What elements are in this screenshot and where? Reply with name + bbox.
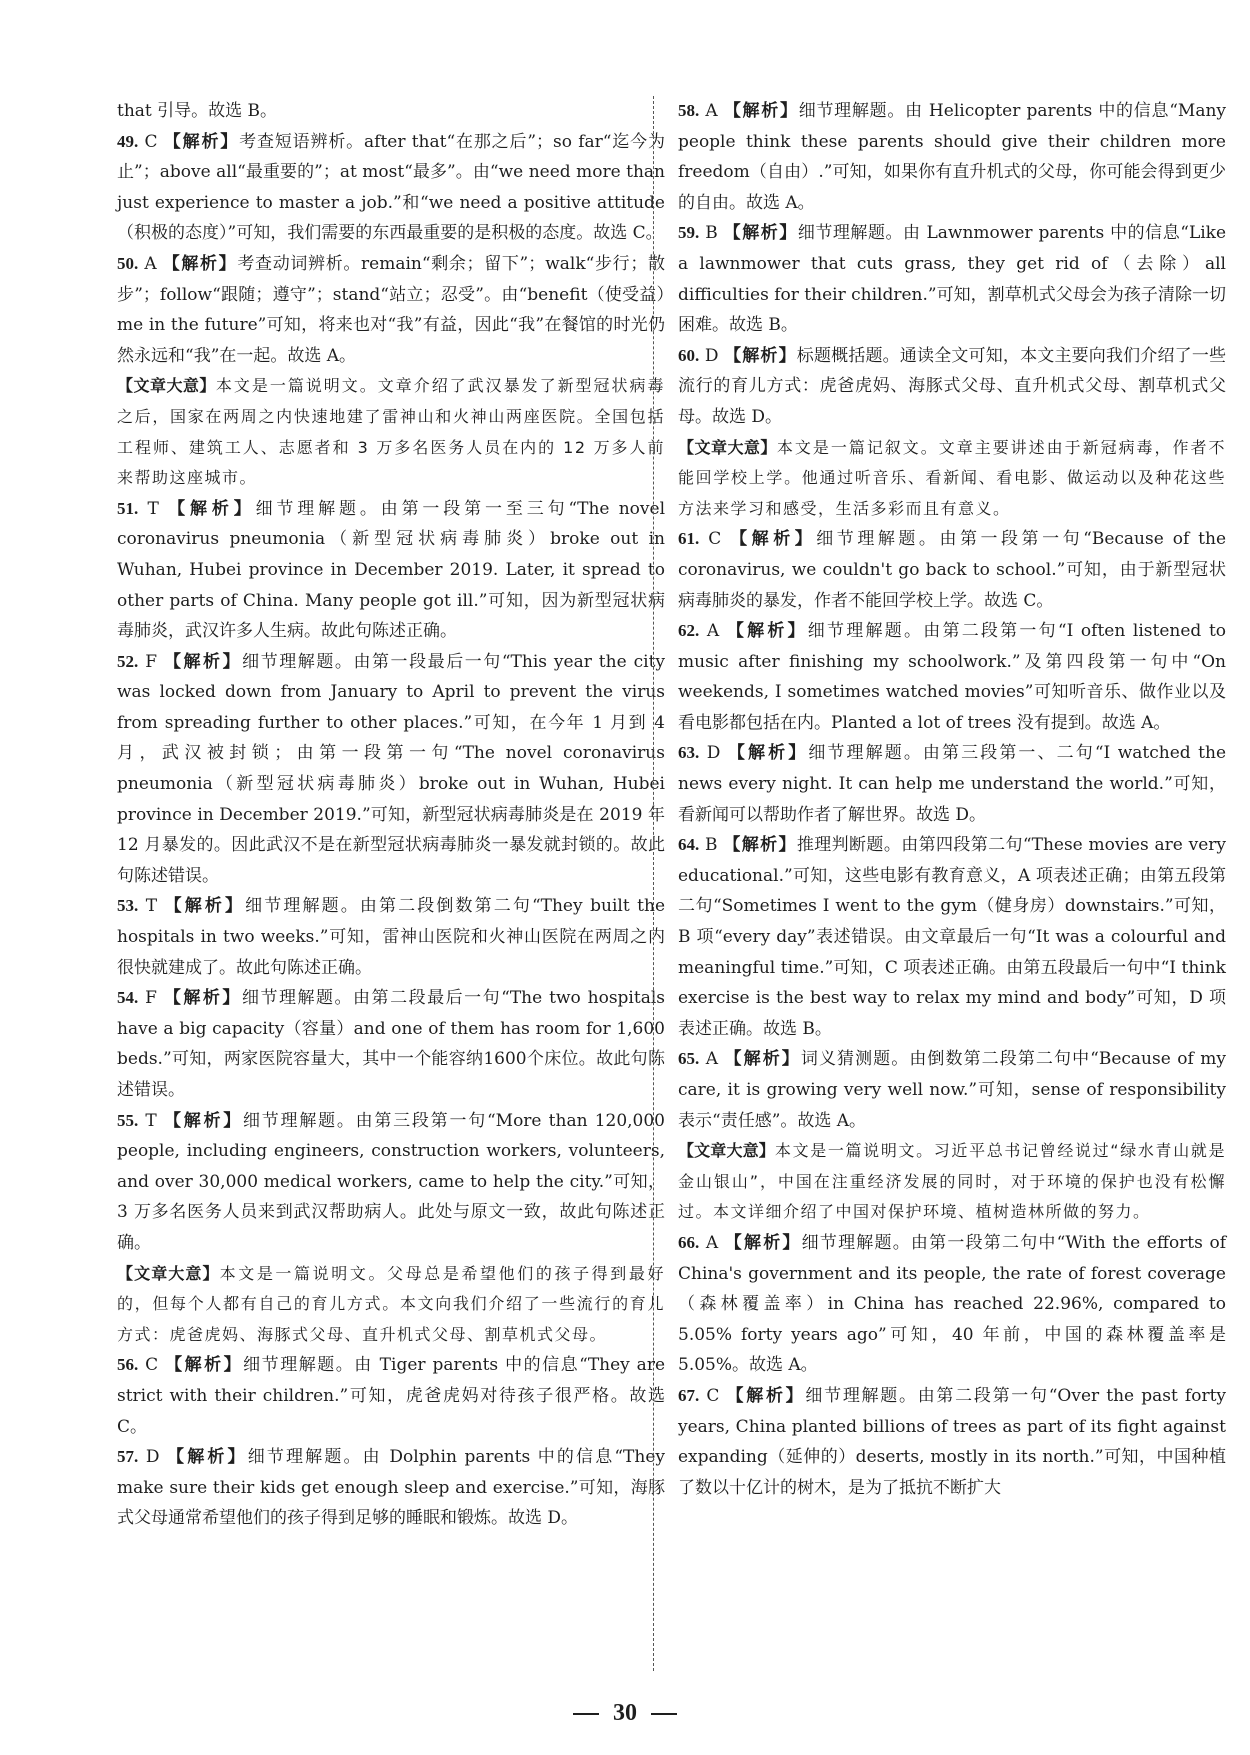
analysis-tag: 【解析】 (167, 1447, 248, 1468)
question-number: 56. (117, 1355, 139, 1375)
analysis-tag: 【解析】 (163, 988, 242, 1009)
analysis-tag: 【解析】 (724, 345, 797, 366)
answer-entry (678, 218, 1226, 340)
analysis-text: 词义猜测题。由倒数第二段第二句中“Because of my care, it is growing very well now.”可知，sense of responsibility 表示“责任感”。故选 A。 (678, 1049, 1227, 1131)
question-number: 65. (678, 1049, 700, 1069)
analysis-tag: 【解析】 (162, 253, 238, 274)
answer-letter: B (705, 835, 718, 856)
analysis-text: 细节理解题。由第二段第一句“Over the past forty years, China planted billions of trees as part of its fight against expanding（延伸的）deserts, mostly in its north.”可知，中国种植了数以十亿计的树木，是为了抵抗不断扩大 (678, 1385, 1227, 1498)
question-number: 62. (678, 621, 700, 641)
analysis-tag: 【解析】 (724, 1049, 801, 1070)
answer-entry (117, 1442, 665, 1534)
analysis-text: 细节理解题。由 Lawnmower parents 中的信息“Like a lawnmower that cuts grass, they get rid of（去除）all difficulties for their children.”可知，割草机式父母会为孩子清除一切困难。故选 B。 (678, 223, 1227, 336)
answer-entry (678, 96, 1226, 218)
summary-tag: 【文章大意】 (117, 376, 216, 396)
analysis-text: 考查短语辨析。after that“在那之后”；so far“迄今为止”；above all“最重要的”；at most“最多”。由“we need more than just experience to master a job.”和“we need a positive attitude（积极的态度）”可知，我们需要的东西最重要的是积极的态度。故选 C。 (117, 131, 666, 244)
analysis-text: 细节理解题。由第二段第一句“I often listened to music after finishing my schoolwork.”及第四段第一句中“On weekends, I sometimes watched movies”可知听音乐、做作业以及看电影都包括在内。Planted a lot of trees 没有提到。故选 A。 (678, 621, 1227, 733)
analysis-text: 细节理解题。由第二段倒数第二句“They built the hospitals in two weeks.”可知，雷神山医院和火神山医院在两周之内很快就建成了。故此句陈述正确。 (117, 896, 666, 978)
analysis-tag: 【解析】 (730, 529, 817, 550)
page-number-text: 30 (613, 1700, 637, 1726)
question-number: 49. (117, 131, 139, 151)
continued-text: that 引导。故选 B。 (117, 101, 278, 121)
analysis-tag: 【解析】 (163, 651, 243, 672)
answer-letter: A (706, 621, 720, 642)
answer-entry (117, 891, 665, 983)
answer-letter: A (705, 1049, 719, 1070)
analysis-tag: 【解析】 (723, 101, 799, 121)
analysis-tag: 【解析】 (164, 896, 246, 917)
answer-entry (678, 738, 1226, 830)
answer-letter: C (708, 529, 722, 550)
answer-letter: D (704, 345, 719, 366)
summary-tag: 【文章大意】 (678, 1141, 775, 1161)
question-number: 64. (678, 835, 700, 855)
right-column (678, 96, 1226, 1503)
question-number: 67. (678, 1385, 700, 1405)
answer-letter: T (145, 896, 158, 917)
question-number: 60. (678, 345, 700, 365)
answer-letter: A (705, 1232, 719, 1253)
analysis-tag: 【解析】 (165, 1355, 244, 1376)
article-summary (678, 1136, 1226, 1228)
answer-letter: C (145, 1355, 159, 1376)
left-column (117, 96, 665, 1534)
analysis-text: 考查动词辨析。remain“剩余；留下”；walk“步行；散步”；follow“跟随；遵守”；stand“站立；忍受”。由“benefit（使受益）me in the future”可知，将来也对“我”有益，因此“我”在餐馆的时光仍然永远和“我”在一起。故选 A。 (117, 253, 666, 366)
analysis-tag: 【解析】 (726, 621, 808, 642)
question-number: 54. (117, 988, 139, 1008)
question-number: 59. (678, 223, 700, 243)
article-summary (117, 1259, 665, 1351)
summary-tag: 【文章大意】 (117, 1263, 220, 1283)
analysis-tag: 【解析】 (168, 498, 256, 519)
answer-entry (117, 1350, 665, 1442)
question-number: 63. (678, 743, 700, 763)
analysis-text: 细节理解题。由第三段第一句“More than 120,000 people, including engineers, construction workers, volunteers, and over 30,000 medical workers, came to help the city.”可知，3 万多名医务人员来到武汉帮助病人。此处与原文一致，故此句陈述正确。 (117, 1110, 666, 1253)
question-number: 52. (117, 651, 139, 671)
answer-entry (678, 1228, 1226, 1381)
page-number-dash-right (651, 1713, 677, 1715)
analysis-text: 细节理解题。由 Helicopter parents 中的信息“Many people think these parents should give their children more freedom（自由）.”可知，如果你有直升机式的父母，你可能会得到更少的自由。故选 A。 (678, 101, 1227, 213)
answer-entry (117, 127, 665, 249)
page-number (0, 1700, 1250, 1727)
analysis-tag: 【解析】 (726, 1385, 806, 1406)
analysis-tag: 【解析】 (724, 1232, 802, 1253)
analysis-text: 细节理解题。由第三段第一、二句“I watched the news every night. It can help me understand the world.”可知，看新闻可以帮助作者了解世界。故选 D。 (678, 743, 1227, 825)
answer-letter: T (147, 498, 159, 519)
question-number: 51. (117, 498, 139, 518)
answer-entry (117, 249, 665, 371)
analysis-text: 推理判断题。由第四段第二句“These movies are very educational.”可知，这些电影有教育意义，A 项表述正确；由第五段第二句“Sometimes I went to the gym（健身房）downstairs.”可知，B 项“every day”表述错误。由文章最后一句“It was a colourful and meaningful time.”可知，C 项表述正确。由第五段最后一句中“I think exercise is the best way to relax my mind and body”可知，D 项表述正确。故选 B。 (678, 835, 1227, 1039)
answer-letter: C (144, 131, 158, 152)
analysis-text: 细节理解题。由第二段最后一句“The two hospitals have a big capacity（容量）and one of them has room for 1,600 beds.”可知，两家医院容量大，其中一个能容纳1600个床位。故此句陈述错误。 (117, 988, 665, 1100)
column-divider (653, 96, 654, 1671)
summary-text: 本文是一篇说明文。父母总是希望他们的孩子得到最好的，但每个人都有自己的育儿方式。本文向我们介绍了一些流行的育儿方式：虎爸虎妈、海豚式父母、直升机式父母、割草机式父母。 (117, 1263, 665, 1344)
answer-entry (117, 1106, 665, 1259)
analysis-tag: 【解析】 (723, 223, 798, 244)
analysis-text: 细节理解题。由 Dolphin parents 中的信息“They make sure their kids get enough sleep and exercise.”可知，海豚式父母通常希望他们的孩子得到足够的睡眠和锻炼。故选 D。 (117, 1447, 666, 1529)
question-number: 66. (678, 1232, 700, 1252)
question-number: 55. (117, 1110, 139, 1130)
answer-letter: D (706, 743, 721, 764)
analysis-tag: 【解析】 (163, 131, 240, 152)
question-number: 53. (117, 896, 139, 916)
analysis-tag: 【解析】 (727, 743, 809, 764)
question-number: 61. (678, 529, 700, 549)
analysis-tag: 【解析】 (723, 835, 797, 856)
answer-entry (678, 341, 1226, 433)
page-number-dash-left (573, 1713, 599, 1715)
answer-letter: D (145, 1447, 160, 1468)
analysis-text: 细节理解题。由 Tiger parents 中的信息“They are strict with their children.”可知，虎爸虎妈对待孩子很严格。故选 C。 (117, 1355, 666, 1437)
answer-letter: B (705, 223, 718, 244)
answer-entry (117, 647, 665, 892)
answer-letter: T (145, 1110, 157, 1131)
article-summary (117, 371, 665, 493)
answer-entry (678, 616, 1226, 738)
analysis-text: 标题概括题。通读全文可知，本文主要向我们介绍了一些流行的育儿方式：虎爸虎妈、海豚式父母、直升机式父母、割草机式父母。故选 D。 (678, 345, 1227, 427)
answer-entry (678, 1044, 1226, 1136)
answer-letter: A (144, 253, 157, 274)
question-number: 50. (117, 253, 139, 273)
answer-letter: A (705, 101, 718, 121)
article-summary (678, 433, 1226, 525)
answer-entry (678, 1381, 1226, 1503)
analysis-text: 细节理解题。由第一段第一句“Because of the coronavirus, we couldn't go back to school.”可知，由于新型冠状病毒肺炎的暴发，作者不能回学校上学。故选 C。 (678, 529, 1227, 611)
analysis-text: 细节理解题。由第一段第二句中“With the efforts of China's government and its people, the rate of forest coverage（森林覆盖率）in China has reached 22.96%, compared to 5.05% forty years ago”可知，40 年前，中国的森林覆盖率是 5.05%。故选 A。 (678, 1232, 1227, 1376)
answer-entry (117, 983, 665, 1105)
summary-text: 本文是一篇记叙文。文章主要讲述由于新冠病毒，作者不能回学校上学。他通过听音乐、看新闻、看电影、做运动以及种花这些方法来学习和感受，生活多彩而且有意义。 (678, 437, 1226, 518)
summary-text: 本文是一篇说明文。文章介绍了武汉暴发了新型冠状病毒之后，国家在两周之内快速地建了雷神山和火神山两座医院。全国包括工程师、建筑工人、志愿者和 3 万多名医务人员在内的 12 万多人前来帮助这座城市。 (117, 376, 665, 488)
answer-letter: C (706, 1385, 720, 1406)
summary-tag: 【文章大意】 (678, 437, 777, 457)
answer-entry (678, 524, 1226, 616)
summary-text: 本文是一篇说明文。习近平总书记曾经说过“绿水青山就是金山银山”，中国在注重经济发展的同时，对于环境的保护也没有松懈过。本文详细介绍了中国对保护环境、植树造林所做的努力。 (678, 1141, 1226, 1222)
question-number: 57. (117, 1447, 139, 1467)
answer-entry (117, 494, 665, 647)
analysis-text: 细节理解题。由第一段最后一句“This year the city was locked down from January to April to prevent the virus from spreading further to other places.”可知，在今年 1 月到 4 月，武汉被封锁；由第一段第一句“The novel coronavirus pneumonia（新型冠状病毒肺炎）broke out in Wuhan, Hubei province in December 2019.”可知，新型冠状病毒肺炎是在 2019 年 12 月暴发的。因此武汉不是在新型冠状病毒肺炎一暴发就封锁的。故此句陈述错误。 (117, 651, 665, 886)
analysis-text: 细节理解题。由第一段第一至三句“The novel coronavirus pneumonia（新型冠状病毒肺炎）broke out in Wuhan, Hubei province in December 2019. Later, it spread to other parts of China. Many people got ill.”可知，因为新型冠状病毒肺炎，武汉许多人生病。故此句陈述正确。 (117, 498, 666, 642)
analysis-tag: 【解析】 (163, 1110, 244, 1131)
answer-letter: F (145, 988, 157, 1009)
answer-entry (678, 830, 1226, 1044)
question-number: 58. (678, 101, 700, 120)
answer-letter: F (145, 651, 157, 672)
